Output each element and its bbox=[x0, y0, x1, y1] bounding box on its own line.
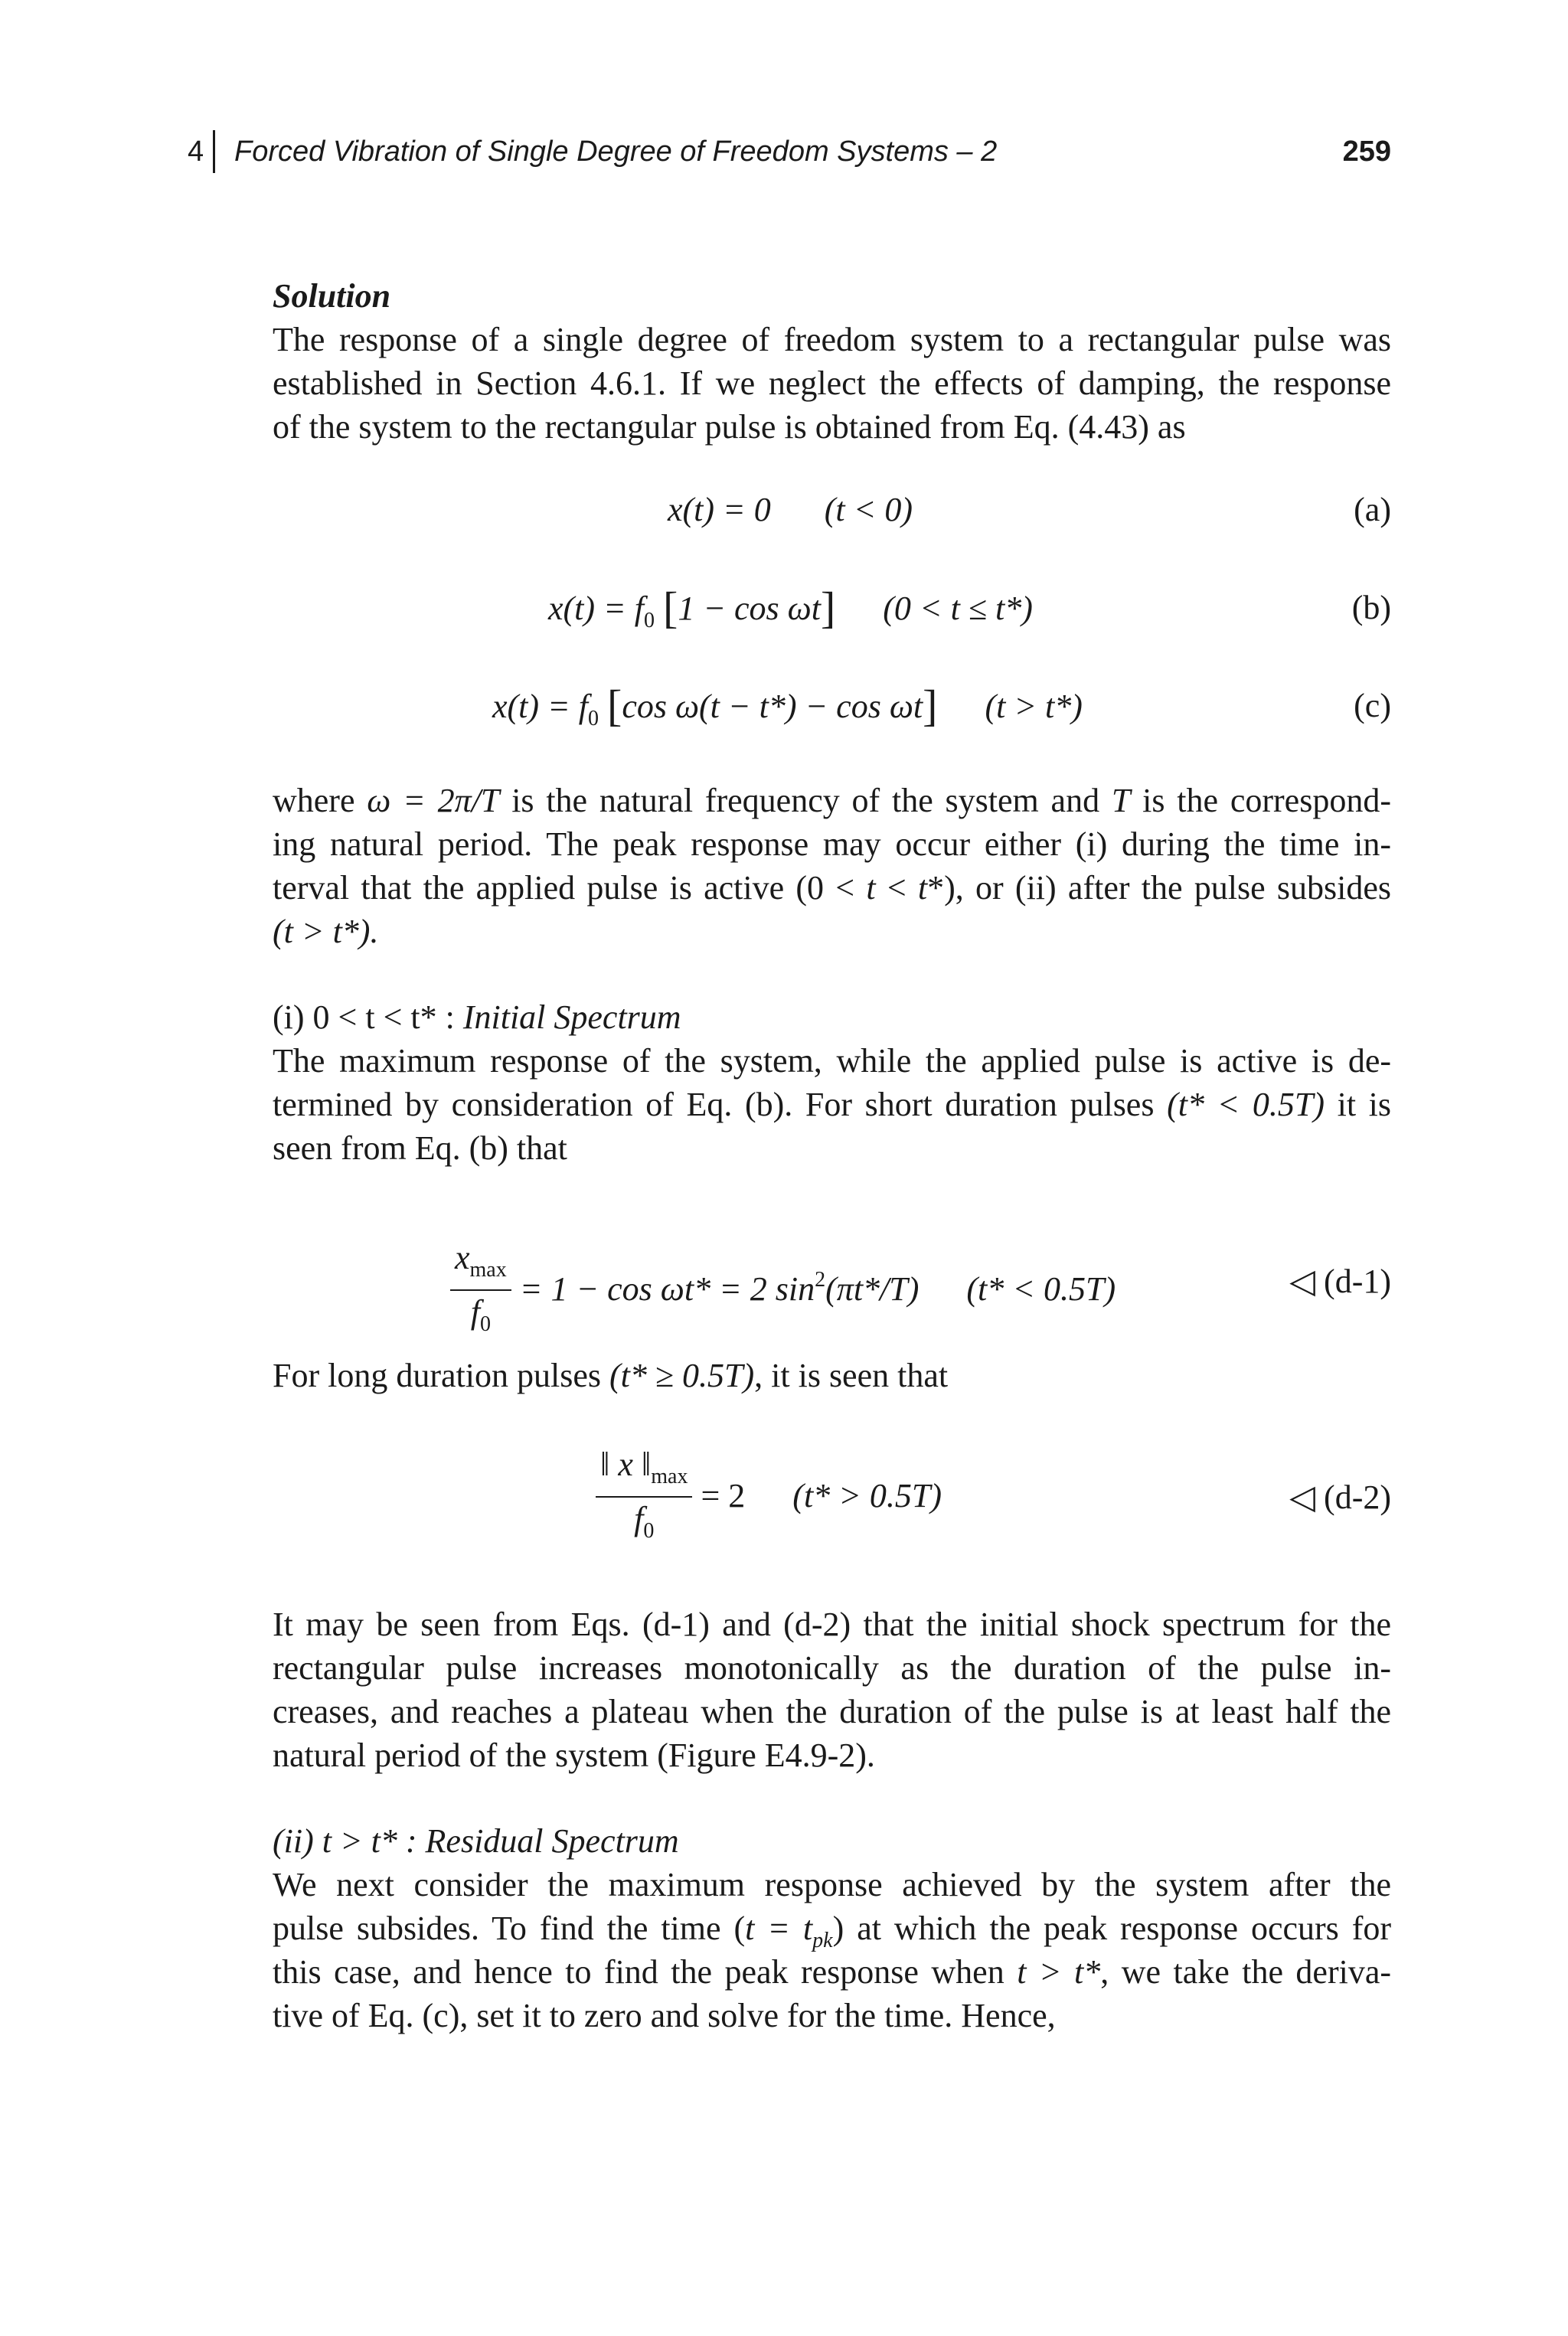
header-divider bbox=[213, 130, 215, 173]
equation-d2-fraction: $\frac{‖ x ‖_{max}}{f_0}$ bbox=[596, 1446, 692, 1553]
equation-c-condition: (t > t*) bbox=[985, 688, 1083, 725]
equation-a bbox=[668, 490, 913, 530]
equation-d1: $\frac{x_{max}}{f_0}$ = 1 − cos ωt* = 2 $\sin^2(\pi t*/T) (t* < 0.5T)$ bbox=[450, 1239, 1116, 1346]
equation-c-subscript: 0 bbox=[587, 707, 599, 730]
text-line: seen from Eq. (b) that bbox=[273, 1129, 567, 1167]
residual-spectrum-section bbox=[273, 1819, 1391, 2037]
text-line: termined by consideration of Eq. (b). For short duration pulses (t* < 0.5T) it is bbox=[273, 1086, 1391, 1123]
equation-d2-label: ◁ (d-2) bbox=[1289, 1478, 1391, 1516]
equation-b: $x(t) = f_0$ [1 − cos ωt] (0 < t ≤ t*) bbox=[548, 583, 1033, 632]
equation-c-lhs: x(t) = f bbox=[492, 688, 588, 725]
chapter-number: 4 bbox=[188, 136, 204, 168]
equation-a-condition: (t < 0) bbox=[824, 491, 913, 528]
equation-d1-fraction: $\frac{x_{max}}{f_0}$ bbox=[450, 1239, 511, 1346]
equation-b-condition: (0 < t ≤ t*) bbox=[883, 590, 1033, 627]
page-number: 259 bbox=[1342, 136, 1391, 168]
text-line: The maximum response of the system, while the applied pulse is active is de- bbox=[273, 1042, 1391, 1080]
long-duration-line: For long duration pulses (t* ≥ 0.5T), it is seen that bbox=[273, 1357, 949, 1394]
solution-heading bbox=[273, 274, 1391, 318]
chapter-title: Forced Vibration of Single Degree of Freedom Systems – 2 bbox=[234, 136, 998, 168]
text-line: tive of Eq. (c), set it to zero and solve for the time. Hence, bbox=[273, 1997, 1056, 2034]
text-line: of the system to the rectangular pulse is obtained from Eq. (4.43) as bbox=[273, 408, 1186, 446]
text-line: where ω = 2π/T is the natural frequency of the system and T is the correspond- bbox=[273, 782, 1391, 819]
equation-d1-label: ◁ (d-1) bbox=[1289, 1263, 1391, 1300]
text-line: this case, and hence to find the peak response when t > t*, we take the deriva- bbox=[273, 1953, 1392, 1991]
text-line: It may be seen from Eqs. (d-1) and (d-2) that the initial shock spectrum for the bbox=[273, 1606, 1391, 1643]
equation-a-label: (a) bbox=[1354, 491, 1391, 528]
equation-b-body: 1 − cos ωt bbox=[678, 590, 821, 627]
equation-b-lhs: x(t) = f bbox=[548, 590, 644, 627]
equation-c: $x(t) = f_0$ [cos ω(t − t*) − cos ωt] (t > t*) bbox=[492, 681, 1083, 730]
equation-d2 bbox=[596, 1446, 942, 1553]
equation-a-lhs: x(t) = 0 bbox=[668, 491, 771, 528]
text-line: (t > t*). bbox=[273, 913, 379, 950]
text-line: pulse subsides. To find the time $(t = t_{pk})$ at which the peak response occurs for bbox=[273, 1910, 1392, 1952]
solution-heading-text: Solution bbox=[273, 277, 391, 315]
text-line: rectangular pulse increases monotonically as the duration of the pulse in- bbox=[273, 1649, 1391, 1687]
text-line: The response of a single degree of freedom system to a rectangular pulse was bbox=[273, 321, 1391, 358]
text-line: We next consider the maximum response achieved by the system after the bbox=[273, 1866, 1391, 1903]
equation-d2-rhs: = 2 bbox=[701, 1477, 746, 1515]
text-line: creases, and reaches a plateau when the duration of the pulse is at least half the bbox=[273, 1693, 1391, 1730]
paragraph-where bbox=[273, 779, 1391, 953]
equation-d1-condition: (t* < 0.5T) bbox=[966, 1270, 1116, 1308]
initial-spectrum-section bbox=[273, 995, 1391, 1170]
equation-b-subscript: 0 bbox=[643, 609, 655, 632]
paragraph-intro bbox=[273, 318, 1391, 449]
omega-definition: ω = 2π/T bbox=[367, 782, 500, 819]
equation-d2-condition: (t* > 0.5T) bbox=[792, 1477, 942, 1515]
text-line: terval that the applied pulse is active (0 < t < t*), or (ii) after the pulse subsides bbox=[273, 869, 1392, 907]
equation-d1-rhs: = 1 − cos ωt* = 2 sin bbox=[519, 1270, 815, 1308]
equation-b-label: (b) bbox=[1351, 589, 1391, 626]
residual-spectrum-heading: (ii) t > t* : Residual Spectrum bbox=[273, 1822, 679, 1860]
text-line: natural period of the system (Figure E4.9-2). bbox=[273, 1736, 875, 1774]
paragraph-initial-shock bbox=[273, 1603, 1391, 1777]
equation-c-body: cos ω(t − t*) − cos ωt bbox=[622, 688, 923, 725]
text-line: ing natural period. The peak response may occur either (i) during the time in- bbox=[273, 825, 1391, 863]
equation-c-label: (c) bbox=[1354, 687, 1391, 724]
text-line: established in Section 4.6.1. If we neglect the effects of damping, the response bbox=[273, 364, 1391, 402]
initial-spectrum-heading: (i) 0 < t < t* : Initial Spectrum bbox=[273, 998, 681, 1036]
